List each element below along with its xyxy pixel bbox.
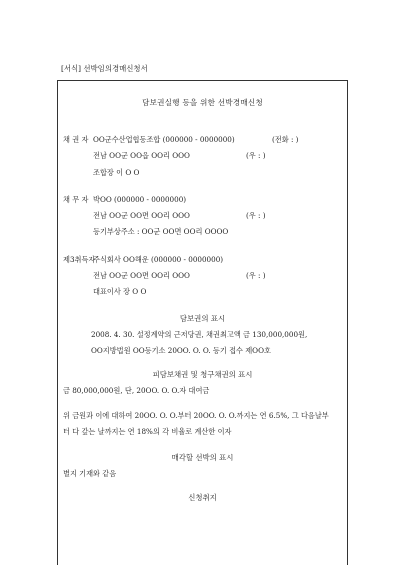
- creditor-phone: (전화 : ): [272, 135, 299, 144]
- security-line-2: OO지방법원 OO등기소 20OO. O. O. 등기 접수 제OO호: [91, 346, 271, 355]
- creditor-postal: (우 : ): [246, 151, 266, 160]
- ship-line: 별지 기재와 같음: [63, 469, 117, 478]
- security-line-1: 2008. 4. 30. 설정계약의 근저당권, 채권최고액 금 130,000,000원,: [91, 330, 308, 339]
- third-party-role: 제3취득자: [63, 255, 96, 264]
- debtor-name: 박OO (000000 - 0000000): [93, 195, 187, 204]
- claim-line: 금 80,000,000원, 단, 20OO. O. O.자 대여금: [63, 386, 210, 395]
- application-frame: [57, 80, 348, 565]
- creditor-name: OO군수산업협동조합 (000000 - 0000000): [93, 135, 235, 144]
- purpose-heading: 신청취지: [188, 493, 217, 502]
- document-title: 담보권실행 등을 위한 선박경매신청: [142, 98, 263, 107]
- ship-heading: 매각할 선박의 표시: [171, 453, 234, 462]
- claim-heading: 피담보채권 및 청구채권의 표시: [152, 370, 253, 379]
- third-party-postal: (우 : ): [246, 271, 266, 280]
- security-heading: 담보권의 표시: [179, 314, 226, 323]
- third-party-rep: 대표이사 장 O O: [93, 287, 147, 296]
- form-label: [서식] 선박임의경매신청서: [61, 64, 148, 73]
- creditor-address: 전남 OO군 OO읍 OO리 OOO: [93, 151, 190, 160]
- debtor-address: 전남 OO군 OO면 OO리 OOO: [93, 211, 190, 220]
- debtor-postal: (우 : ): [246, 211, 266, 220]
- third-party-name: 주식회사 OO해운 (000000 - 0000000): [93, 255, 224, 264]
- creditor-role: 채 권 자: [63, 135, 89, 144]
- third-party-address: 전남 OO군 OO면 OO리 OOO: [93, 271, 190, 280]
- debtor-role: 채 무 자: [63, 195, 89, 204]
- debtor-registered-address: 등기부상주소 : OO군 OO면 OO리 OOOO: [93, 227, 229, 236]
- creditor-rep: 조합장 이 O O: [93, 168, 140, 177]
- interest-line-1: 위 금원과 이에 대하여 20OO. O. O.부터 20OO. O. O.까지는 연 6.5%, 그 다음날부: [63, 411, 329, 420]
- interest-line-2: 터 다 갚는 날까지는 연 18%의 각 비율로 계산한 이자: [63, 427, 232, 436]
